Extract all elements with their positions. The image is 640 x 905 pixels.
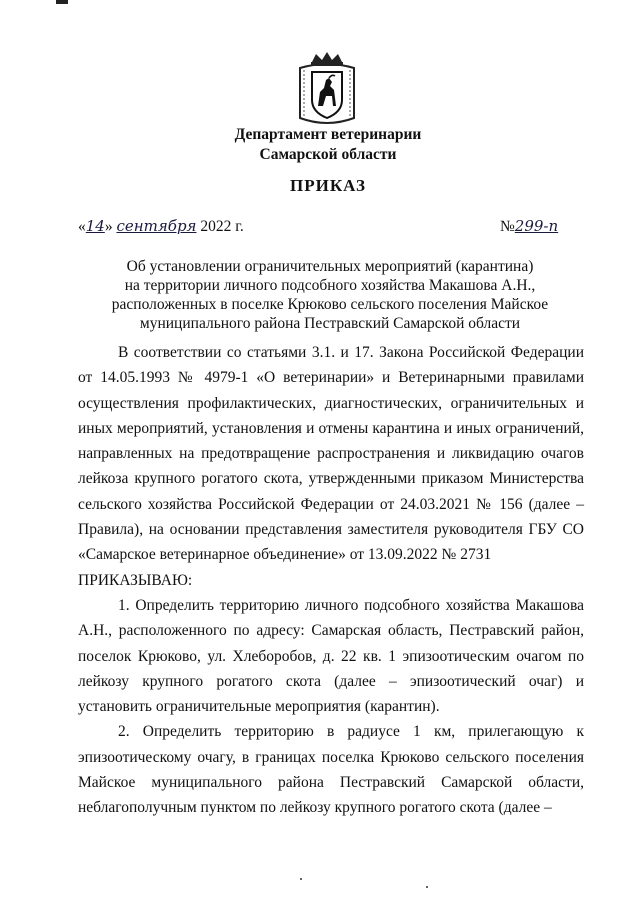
department-name-line1: Департамент ветеринарии [234, 126, 422, 143]
scan-speck [426, 886, 428, 888]
number-value: 299-п [514, 217, 559, 235]
preamble-paragraph: В соответствии со статьями 3.1. и 17. Закона Российской Федерации от 14.05.1993 № 4979-1 «О ветеринарии» и Ветеринарными правилами осуществления профилактических, диагностических, ограничительных и иных мероприятий, установления и отмены карантина и иных ограничений, направленных на предотвращение распространения и ликвидацию очагов лейкоза крупного рогатого скота, утвержденными приказом Министерства сельского хозяйства Российской Федерации от 24.03.2021 № 156 (далее – Правила), на основании представления заместителя руководителя ГБУ СО «Самарское ветеринарное объединение» от 13.09.2022 № 2731 [78, 344, 584, 564]
subject-line: муниципального района Пестравский Самарской области [139, 315, 521, 332]
document-subject [70, 257, 590, 333]
date-open-quote: « [78, 218, 86, 235]
date-year: 2022 г. [200, 218, 244, 235]
number-prefix: № [500, 218, 515, 235]
subject-line: на территории личного подсобного хозяйства Макашова А.Н., [124, 277, 536, 294]
date-month: сентября [116, 217, 197, 235]
date-close-quote: » [104, 218, 113, 235]
department-name-line2: Самарской области [259, 146, 397, 163]
order-item-2: 2. Определить территорию в радиусе 1 км, прилегающую к эпизоотическому очагу, в границах поселка Крюково сельского поселения Майское муниципального района Пестравский Самарской области, неблагополучным пунктом по лейкозу крупного рогатого скота (далее – [78, 723, 584, 817]
order-word: ПРИКАЗЫВАЮ: [78, 571, 193, 589]
document-number [500, 217, 558, 236]
order-item-1: 1. Определить территорию личного подсобного хозяйства Макашова А.Н., расположенного по адресу: Самарская область, Пестравский район, поселок Крюково, ул. Хлеборобов, д. 22 кв. 1 эпизоотическим очагом по лейкозу крупного рогатого скота (далее – эпизоотический очаг) и установить ограничительные мероприятия (карантин). [78, 596, 584, 716]
scan-speck [300, 878, 302, 880]
document-type-title: ПРИКАЗ [290, 176, 366, 195]
date-day: 14 [85, 217, 105, 235]
coat-of-arms-icon [296, 52, 358, 126]
document-body [78, 340, 584, 821]
subject-line: Об установлении ограничительных мероприятий (карантина) [126, 258, 534, 275]
scan-mark [56, 0, 68, 4]
subject-line: расположенных в поселке Крюково сельского поселения Майское [111, 296, 549, 313]
document-date [78, 217, 244, 236]
